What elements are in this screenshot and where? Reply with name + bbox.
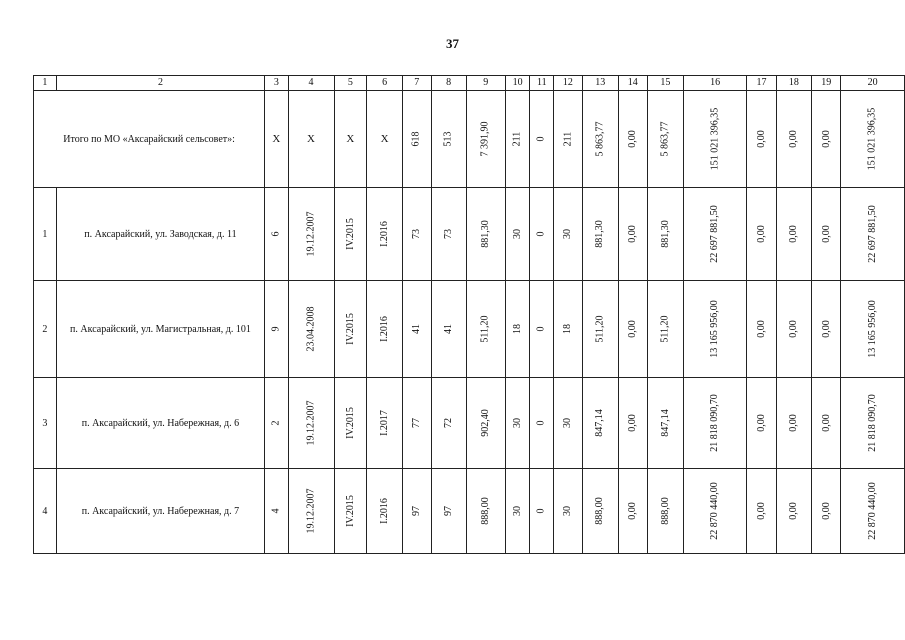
table-row [34, 378, 905, 469]
table-cell: IV.2015 [344, 218, 356, 250]
column-number-row [34, 76, 905, 91]
table-cell: 847,14 [594, 409, 606, 437]
data-table [33, 75, 905, 554]
table-cell: 23.04.2008 [305, 306, 316, 352]
table-cell: 22 697 881,50 [709, 205, 721, 263]
table-cell: 888,00 [594, 497, 606, 525]
total-cell: X [346, 133, 355, 145]
total-cell: 0,00 [820, 130, 832, 148]
table-cell: 30 [511, 418, 523, 428]
column-number: 15 [647, 76, 683, 91]
table-cell: 30 [561, 229, 573, 239]
total-cell: X [380, 133, 389, 145]
row-number: 4 [34, 469, 57, 554]
table-cell: 30 [511, 506, 523, 516]
table-cell: 72 [442, 418, 454, 428]
table-cell: 21 818 090,70 [866, 394, 878, 452]
table-cell: 30 [561, 418, 573, 428]
column-number: 5 [334, 76, 367, 91]
table-cell: 0 [535, 231, 547, 237]
table-row [34, 281, 905, 378]
table-cell: 30 [561, 506, 573, 516]
table-cell: 0 [535, 508, 547, 514]
table-cell: 19.12.2007 [305, 400, 316, 446]
table-cell: 0,00 [787, 320, 799, 338]
table-cell: 19.12.2007 [305, 211, 316, 257]
column-number: 11 [530, 76, 554, 91]
table-cell: 4 [270, 508, 282, 514]
total-cell: 5 863,77 [659, 121, 671, 157]
total-cell: X [307, 133, 315, 145]
column-number: 3 [265, 76, 288, 91]
table-cell: 0,00 [755, 502, 767, 520]
row-address: п. Аксарайский, ул. Набережная, д. 7 [56, 469, 265, 554]
table-cell: 13 165 956,00 [709, 300, 721, 358]
table-cell: 0,00 [820, 225, 832, 243]
table-cell: IV.2015 [344, 313, 356, 345]
total-cell: 151 021 396,35 [709, 107, 721, 171]
total-cell: 151 021 396,35 [866, 107, 878, 171]
table-cell: 9 [270, 326, 282, 332]
table-cell: I.2016 [378, 316, 390, 342]
table-cell: 902,40 [479, 409, 491, 437]
total-cell: X [272, 133, 281, 145]
table-cell: 511,20 [479, 315, 491, 343]
column-number: 20 [841, 76, 905, 91]
table-cell: 97 [410, 506, 422, 516]
table-cell: I.2017 [378, 410, 390, 436]
table-cell: 881,30 [479, 220, 491, 248]
table-cell: 888,00 [659, 497, 671, 525]
table-cell: 0 [535, 326, 547, 332]
table-cell: 0,00 [787, 414, 799, 432]
table-cell: 0,00 [820, 320, 832, 338]
total-cell: 211 [561, 131, 573, 147]
page-number: 37 [446, 36, 459, 51]
table-cell: 0,00 [755, 225, 767, 243]
table-cell: 18 [561, 324, 573, 334]
total-cell: 618 [410, 131, 422, 147]
total-cell: 0,00 [787, 130, 799, 148]
total-cell: 0,00 [626, 130, 638, 148]
table-cell: 0,00 [755, 320, 767, 338]
table-cell: 6 [270, 231, 282, 237]
table-row [34, 188, 905, 281]
column-number: 18 [776, 76, 812, 91]
table-cell: 511,20 [659, 315, 671, 343]
total-cell: 513 [442, 131, 454, 147]
total-cell: 0 [535, 136, 547, 142]
table-cell: 73 [442, 229, 454, 239]
table-cell: 0,00 [787, 225, 799, 243]
row-address: п. Аксарайский, ул. Набережная, д. 6 [56, 378, 265, 469]
table-cell: 13 165 956,00 [866, 300, 878, 358]
row-number: 1 [34, 188, 57, 281]
table-cell: IV.2015 [344, 407, 356, 439]
table-cell: 888,00 [479, 497, 491, 525]
column-number: 9 [466, 76, 505, 91]
table-cell: 0,00 [755, 414, 767, 432]
table-cell: 847,14 [659, 409, 671, 437]
total-cell: 211 [511, 131, 523, 147]
table-cell: 0,00 [787, 502, 799, 520]
table-cell: 18 [511, 324, 523, 334]
total-cell: 0,00 [755, 130, 767, 148]
table-cell: 511,20 [594, 315, 606, 343]
table-cell: 41 [442, 324, 454, 334]
row-address: п. Аксарайский, ул. Заводская, д. 11 [56, 188, 265, 281]
table-cell: 881,30 [594, 220, 606, 248]
table-cell: 22 870 440,00 [709, 482, 721, 540]
table-cell: 0 [535, 420, 547, 426]
column-number: 19 [812, 76, 841, 91]
row-address: п. Аксарайский, ул. Магистральная, д. 101 [56, 281, 265, 378]
total-cell: 7 391,90 [479, 121, 491, 157]
table-cell: IV.2015 [344, 495, 356, 527]
table-cell: 97 [442, 506, 454, 516]
column-number: 6 [367, 76, 403, 91]
column-number: 12 [554, 76, 583, 91]
table-cell: 73 [410, 229, 422, 239]
table-cell: 0,00 [626, 414, 638, 432]
column-number: 1 [34, 76, 57, 91]
column-number: 17 [747, 76, 776, 91]
row-number: 3 [34, 378, 57, 469]
column-number: 4 [288, 76, 334, 91]
table-cell: 77 [410, 418, 422, 428]
table-cell: 41 [410, 324, 422, 334]
column-number: 14 [618, 76, 647, 91]
column-number: 2 [56, 76, 265, 91]
total-cell: 5 863,77 [594, 121, 606, 157]
table-cell: 881,30 [659, 220, 671, 248]
row-number: 2 [34, 281, 57, 378]
table-cell: 0,00 [626, 502, 638, 520]
column-number: 8 [431, 76, 466, 91]
table-cell: I.2016 [378, 221, 390, 247]
column-number: 13 [582, 76, 618, 91]
table-cell: 0,00 [820, 502, 832, 520]
column-number: 16 [683, 76, 747, 91]
total-label: Итого по МО «Аксарайский сельсовет»: [34, 91, 265, 188]
table-cell: 0,00 [820, 414, 832, 432]
table-cell: I.2016 [378, 498, 390, 524]
total-row [34, 91, 905, 188]
table-cell: 0,00 [626, 225, 638, 243]
column-number: 10 [505, 76, 530, 91]
table-cell: 19.12.2007 [305, 488, 316, 534]
table-cell: 30 [511, 229, 523, 239]
table-cell: 0,00 [626, 320, 638, 338]
table-cell: 22 870 440,00 [866, 482, 878, 540]
table-row [34, 469, 905, 554]
table-cell: 21 818 090,70 [709, 394, 721, 452]
column-number: 7 [402, 76, 431, 91]
table-cell: 2 [270, 420, 282, 426]
table-cell: 22 697 881,50 [866, 205, 878, 263]
